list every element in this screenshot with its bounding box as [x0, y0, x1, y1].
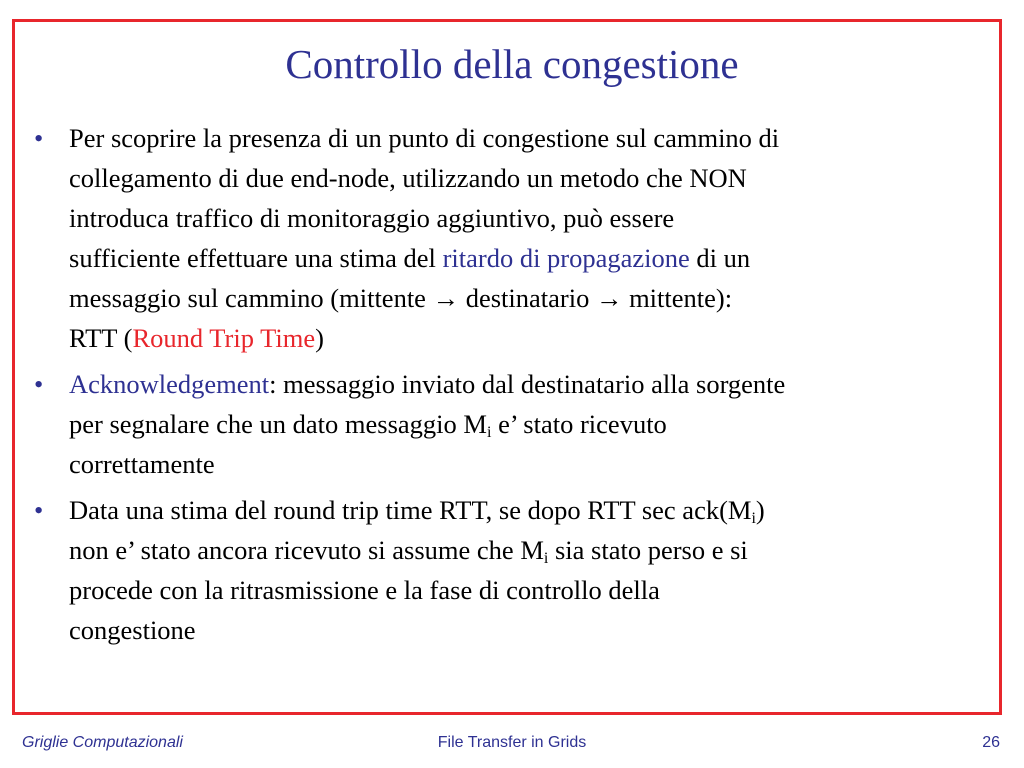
bullet-list: [34, 118, 996, 656]
bullet-icon: •: [34, 369, 44, 399]
bullet-line: Per scoprire la presenza di un punto di congestione sul cammino di: [69, 123, 780, 153]
bullet-line: messaggio sul cammino (mittente → destinatario → mittente):: [69, 283, 733, 313]
footer-presentation-title: File Transfer in Grids: [437, 734, 587, 751]
bullet-text: sufficiente effettuare una stima del: [69, 243, 443, 273]
bullet-line: congestione: [69, 615, 196, 645]
subscript: i: [486, 424, 492, 441]
bullet-line: procede con la ritrasmissione e la fase di controllo della: [69, 575, 660, 605]
bullet-item-acknowledgement: [34, 364, 996, 484]
bullet-text: di un: [689, 243, 751, 273]
bullet-line: introduca traffico di monitoraggio aggiuntivo, può essere: [69, 203, 675, 233]
bullet-line: [69, 490, 996, 530]
bullet-item-rtt: [34, 118, 996, 358]
bullet-text: ): [315, 323, 324, 353]
bullet-line: [69, 404, 996, 444]
bullet-text: per segnalare che un dato messaggio M: [69, 409, 487, 439]
bullet-icon: •: [34, 123, 44, 153]
bullet-icon: •: [34, 495, 44, 525]
slide-title: Controllo della congestione: [285, 41, 739, 87]
bullet-line: [69, 238, 996, 278]
footer-course-name: Griglie Computazionali: [22, 734, 183, 751]
bullet-text: non e’ stato ancora ricevuto si assume che M: [69, 535, 544, 565]
bullet-line: collegamento di due end-node, utilizzando un metodo che NON: [69, 163, 747, 193]
subscript: i: [751, 510, 756, 527]
highlight-propagation-delay: ritardo di propagazione: [442, 243, 690, 273]
bullet-text: sia stato perso e si: [548, 535, 748, 565]
bullet-line: correttamente: [69, 449, 215, 479]
bullet-item-retransmission: [34, 490, 996, 650]
highlight-acknowledgement: Acknowledgement: [69, 369, 270, 399]
bullet-text: ): [755, 495, 765, 525]
bullet-text: Data una stima del round trip time RTT, se dopo RTT sec ack(M: [69, 495, 752, 525]
subscript: i: [543, 550, 549, 567]
bullet-line: [69, 318, 996, 358]
bullet-text: RTT (: [69, 323, 133, 353]
bullet-text: e’ stato ricevuto: [491, 409, 667, 439]
footer-page-number: 26: [982, 734, 1000, 751]
bullet-text: : messaggio inviato dal destinatario alla sorgente: [269, 369, 786, 399]
bullet-line: [69, 364, 996, 404]
highlight-round-trip-time: Round Trip Time: [132, 323, 316, 353]
bullet-line: [69, 530, 996, 570]
